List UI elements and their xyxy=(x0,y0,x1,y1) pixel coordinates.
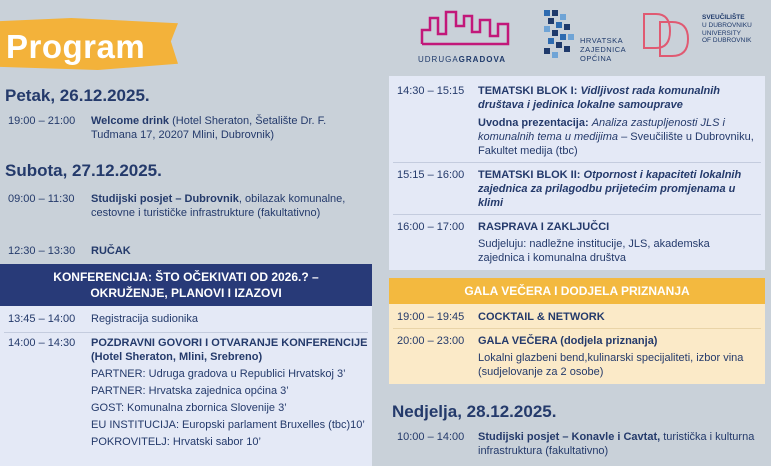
day-heading-saturday: Subota, 27.12.2025. xyxy=(5,161,162,180)
item-time: 12:30 – 13:30 xyxy=(8,245,76,257)
item-time: 14:30 – 15:15 xyxy=(397,85,465,97)
opening-line: EU INSTITUCIJA: Europski parlament Bruxelles (tbc)10’ xyxy=(91,419,365,431)
cocktail-item xyxy=(389,308,765,328)
conference-banner-line2: OKRUŽENJE, PLANOVI I IZAZOVI xyxy=(90,286,282,300)
logo-udruga-gradova xyxy=(418,8,518,68)
item-title: POZDRAVNI GOVORI I OTVARANJE KONFERENCIJE (Hotel Sheraton, Mlini, Srebreno) xyxy=(91,337,368,363)
divider xyxy=(4,332,368,333)
opening-item xyxy=(0,334,372,466)
divider xyxy=(393,328,761,329)
conference-banner-line1: KONFERENCIJA: ŠTO OČEKIVATI OD 2026.? – xyxy=(53,270,319,284)
unidu-line1: SVEUČILIŠTE xyxy=(702,14,745,21)
item-time: 16:00 – 17:00 xyxy=(397,221,465,233)
item-time: 15:15 – 16:00 xyxy=(397,169,465,181)
opening-line: POKROVITELJ: Hrvatski sabor 10’ xyxy=(91,436,261,448)
intro-label: Uvodna prezentacija: xyxy=(478,117,592,129)
item-title: COCKTAIL & NETWORK xyxy=(478,311,605,323)
unidu-logo-icon xyxy=(640,8,694,62)
item-time: 13:45 – 14:00 xyxy=(8,313,76,325)
item-time: 14:00 – 14:30 xyxy=(8,337,76,349)
gala-dinner-item xyxy=(389,332,765,382)
unidu-line3: UNIVERSITY xyxy=(702,29,742,37)
opening-line: PARTNER: Udruga gradova u Republici Hrvatskoj 3’ xyxy=(91,368,346,380)
gala-banner: GALA VEČERA I DODJELA PRIZNANJA xyxy=(389,278,765,304)
item-subtitle: Vidljivost rada komunalnih društava i jedinica lokalne samouprave xyxy=(478,85,721,111)
logo-sveuciliste-dubrovnik xyxy=(640,8,768,66)
item-title: GALA VEČERA (dodjela priznanja) xyxy=(478,335,658,347)
item-time: 09:00 – 11:30 xyxy=(8,193,75,205)
day-heading-friday: Petak, 26.12.2025. xyxy=(5,86,150,105)
day-heading-sunday: Nedjelja, 28.12.2025. xyxy=(392,402,557,421)
item-detail: , obilazak komunalne, cestovne i turističke infrastrukture (fakultativno) xyxy=(91,193,346,219)
unidu-line2: U DUBROVNIKU xyxy=(702,21,752,29)
conference-panel xyxy=(0,306,372,466)
page-title: Program xyxy=(6,28,146,65)
udruga-gradova-icon xyxy=(418,8,518,48)
friday-item xyxy=(0,112,375,146)
item-detail: Sudjeluju: nadležne institucije, JLS, akademska zajednica i komunalna društva xyxy=(478,238,710,264)
divider xyxy=(393,214,761,215)
hzo-line2: ZAJEDNICA xyxy=(580,45,627,54)
hzo-line1: HRVATSKA xyxy=(580,36,624,45)
item-title: Studijski posjet – Konavle i Cavtat, xyxy=(478,431,661,443)
udruga-text: UDRUGA xyxy=(418,55,459,64)
intro-detail: – Sveučilište u Dubrovniku, Fakultet medija (tbc) xyxy=(478,131,754,157)
divider xyxy=(393,162,761,163)
gala-panel xyxy=(389,304,765,384)
hzo-line3: OPĆINA xyxy=(580,54,612,63)
block1-item xyxy=(389,82,765,162)
opening-line: GOST: Komunalna zbornica Slovenije 3’ xyxy=(91,402,287,414)
intro-title: Analiza zastupljenosti JLS i komunalnih tema u medijima xyxy=(478,117,725,143)
item-time: 20:00 – 23:00 xyxy=(397,335,465,347)
unidu-line4: OF DUBROVNIK xyxy=(702,37,752,45)
item-title: TEMATSKI BLOK II: xyxy=(478,169,584,181)
gradova-text: GRADOVA xyxy=(458,55,506,64)
item-detail: (Hotel Sheraton, Šetalište Dr. F. Tuđmana 17, 20207 Mlini, Dubrovnik) xyxy=(91,115,327,141)
item-title: Studijski posjet – Dubrovnik xyxy=(91,193,239,205)
item-subtitle: Otpornost i kapaciteti lokalnih zajednica za prilagodbu prijetećim promjenama u klimi xyxy=(478,169,742,209)
saturday-visit-item xyxy=(0,190,375,236)
hzo-mosaic-icon xyxy=(540,6,580,62)
item-title: Welcome drink xyxy=(91,115,170,127)
item-detail: turistička i kulturna infrastruktura (fakultativno) xyxy=(478,431,755,457)
item-time: 19:00 – 21:00 xyxy=(8,115,76,127)
discussion-item xyxy=(389,218,765,268)
item-time: 10:00 – 14:00 xyxy=(397,431,465,443)
logo-hrvatska-zajednica-opcina xyxy=(540,6,630,66)
registration-item xyxy=(0,306,372,330)
opening-line: PARTNER: Hrvatska zajednica općina 3’ xyxy=(91,385,289,397)
item-detail: Lokalni glazbeni bend,kulinarski specijaliteti, izbor vina (sudjelovanje za 2 osobe) xyxy=(478,352,744,378)
item-title: TEMATSKI BLOK I: xyxy=(478,85,581,97)
block2-item xyxy=(389,166,765,214)
sunday-visit-item xyxy=(389,428,765,464)
item-title: RASPRAVA I ZAKLJUČCI xyxy=(478,221,610,233)
saturday-lunch-item xyxy=(0,242,375,260)
item-time: 19:00 – 19:45 xyxy=(397,311,465,323)
thematic-panel xyxy=(389,76,765,270)
item-title: RUČAK xyxy=(91,245,131,257)
conference-banner xyxy=(0,264,372,306)
item-detail: Registracija sudionika xyxy=(91,313,198,325)
